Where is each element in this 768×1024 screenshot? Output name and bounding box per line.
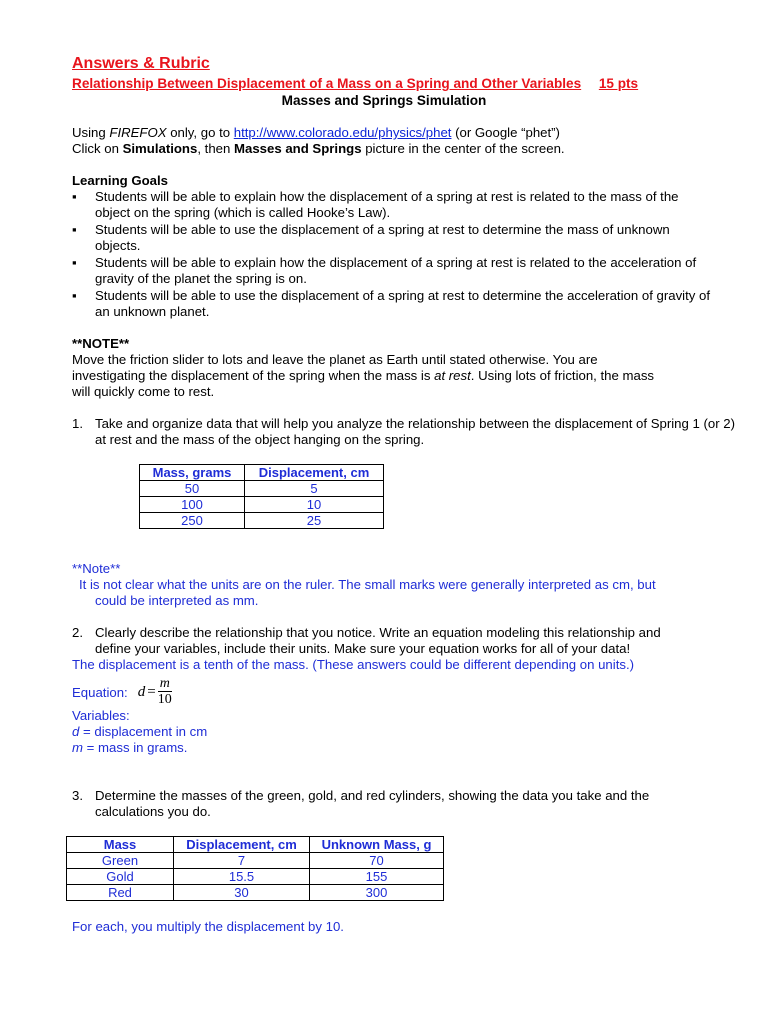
table-cell: 15.5: [174, 869, 310, 885]
table-cell: 300: [310, 885, 444, 901]
variable-description: = displacement in cm: [79, 724, 208, 739]
table-row: [140, 481, 384, 497]
note2-line-2: could be interpreted as mm.: [95, 593, 259, 608]
points-label: 15 pts: [598, 76, 639, 91]
question-text: Clearly describe the relationship that you notice. Write an equation modeling this relationship and: [95, 625, 661, 640]
bullet-icon: ▪: [72, 288, 77, 303]
page-title: Answers & Rubric: [72, 55, 210, 72]
table-cell: Gold: [67, 869, 174, 885]
equation-fraction: [158, 676, 172, 708]
equation-row: [72, 674, 172, 710]
table-header-row: [140, 465, 384, 481]
equation-label: Equation:: [72, 684, 128, 700]
question-3-line-2: calculations you do.: [95, 804, 211, 819]
variables-label: Variables:: [72, 708, 130, 723]
question-3-answer: For each, you multiply the displacement by 10.: [72, 919, 344, 934]
question-2-line-2: define your variables, include their units. Make sure your equation works for all of your data!: [95, 641, 631, 656]
question-text: Take and organize data that will help you analyze the relationship between the displacement of Spring 1 (or 2) at rest and the mass of the object hanging on the spring.: [95, 416, 735, 447]
simulation-title: Masses and Springs Simulation: [281, 93, 487, 108]
variable-description: = mass in grams.: [83, 740, 188, 755]
equation-lhs: d: [137, 683, 146, 700]
table-cell: 30: [174, 885, 310, 901]
assignment-subtitle: Relationship Between Displacement of a Mass on a Spring and Other Variables: [72, 76, 582, 91]
table-header: Mass: [67, 837, 174, 853]
note-heading: **NOTE**: [72, 336, 130, 351]
table-header-row: [67, 837, 444, 853]
table-row: [140, 513, 384, 529]
table-row: [67, 885, 444, 901]
table-row: [67, 853, 444, 869]
table-cell: 250: [140, 513, 245, 529]
question-2-answer: The displacement is a tenth of the mass. (These answers could be different depending on units.): [72, 657, 635, 672]
note-line-2: [72, 368, 654, 384]
fraction-denominator: 10: [157, 692, 172, 707]
simulations-label: Simulations: [122, 141, 198, 156]
intro-text: only, go to: [166, 125, 234, 140]
equation-equals: =: [147, 683, 156, 700]
table-cell: 155: [310, 869, 444, 885]
fraction-numerator: m: [159, 676, 170, 691]
table-header: Displacement, cm: [245, 465, 384, 481]
note-line-1: Move the friction slider to lots and leave the planet as Earth until stated otherwise. You are: [72, 352, 598, 367]
intro-text: Using: [72, 125, 110, 140]
variable-d: [72, 724, 207, 740]
table-cell: 7: [174, 853, 310, 869]
note-emphasis: at rest: [434, 368, 471, 383]
masses-springs-label: Masses and Springs: [234, 141, 362, 156]
phet-link[interactable]: http://www.colorado.edu/physics/phet: [233, 125, 452, 140]
mass-displacement-table: [139, 464, 384, 529]
intro-line-1: [72, 125, 560, 141]
learning-goal-text: Students will be able to use the displacement of a spring at rest to determine the acceleration of gravity of an unknown planet.: [95, 288, 711, 319]
intro-line-2: [72, 141, 565, 157]
note2-line-1: It is not clear what the units are on the ruler. The small marks were generally interpreted as cm, but: [79, 577, 656, 592]
table-cell: 100: [140, 497, 245, 513]
variable-symbol: d: [72, 724, 80, 739]
note-text: . Using lots of friction, the mass: [470, 368, 655, 383]
intro-text: (or Google “phet”): [451, 125, 560, 140]
variable-symbol: m: [72, 740, 83, 755]
table-header: Mass, grams: [140, 465, 245, 481]
question-number: 2.: [72, 625, 83, 640]
bullet-icon: ▪: [72, 222, 77, 237]
bullet-icon: ▪: [72, 189, 77, 204]
table-header: Displacement, cm: [174, 837, 310, 853]
variable-m: [72, 740, 187, 756]
table-cell: 5: [245, 481, 384, 497]
table-cell: 10: [245, 497, 384, 513]
learning-goal-text: Students will be able to explain how the displacement of a spring at rest is related to the acceleration of gravity of the planet the spring is on.: [95, 255, 697, 286]
table-cell: 50: [140, 481, 245, 497]
question-number: 1.: [72, 416, 83, 431]
browser-name: FIREFOX: [109, 125, 167, 140]
table-cell: Green: [67, 853, 174, 869]
learning-goal-text: Students will be able to explain how the displacement of a spring at rest is related to the mass of the object on the spring (which is called Hooke’s Law).: [95, 189, 679, 220]
note-line-3: will quickly come to rest.: [72, 384, 215, 399]
intro-text: picture in the center of the screen.: [361, 141, 565, 156]
note-text: investigating the displacement of the spring when the mass is: [72, 368, 435, 383]
assignment-subtitle-row: [72, 76, 638, 91]
table-cell: Red: [67, 885, 174, 901]
question-number: 3.: [72, 788, 83, 803]
learning-goals-heading: Learning Goals: [72, 173, 168, 188]
table-row: [67, 869, 444, 885]
unknown-mass-table: [66, 836, 444, 901]
intro-text: , then: [197, 141, 234, 156]
note2-heading: **Note**: [72, 561, 121, 576]
question-text: Determine the masses of the green, gold, and red cylinders, showing the data you take and the: [95, 788, 650, 803]
learning-goal-text: Students will be able to use the displacement of a spring at rest to determine the mass of unknown objects.: [95, 222, 670, 253]
table-row: [140, 497, 384, 513]
intro-text: Click on: [72, 141, 123, 156]
table-cell: 25: [245, 513, 384, 529]
table-header: Unknown Mass, g: [310, 837, 444, 853]
table-cell: 70: [310, 853, 444, 869]
bullet-icon: ▪: [72, 255, 77, 270]
